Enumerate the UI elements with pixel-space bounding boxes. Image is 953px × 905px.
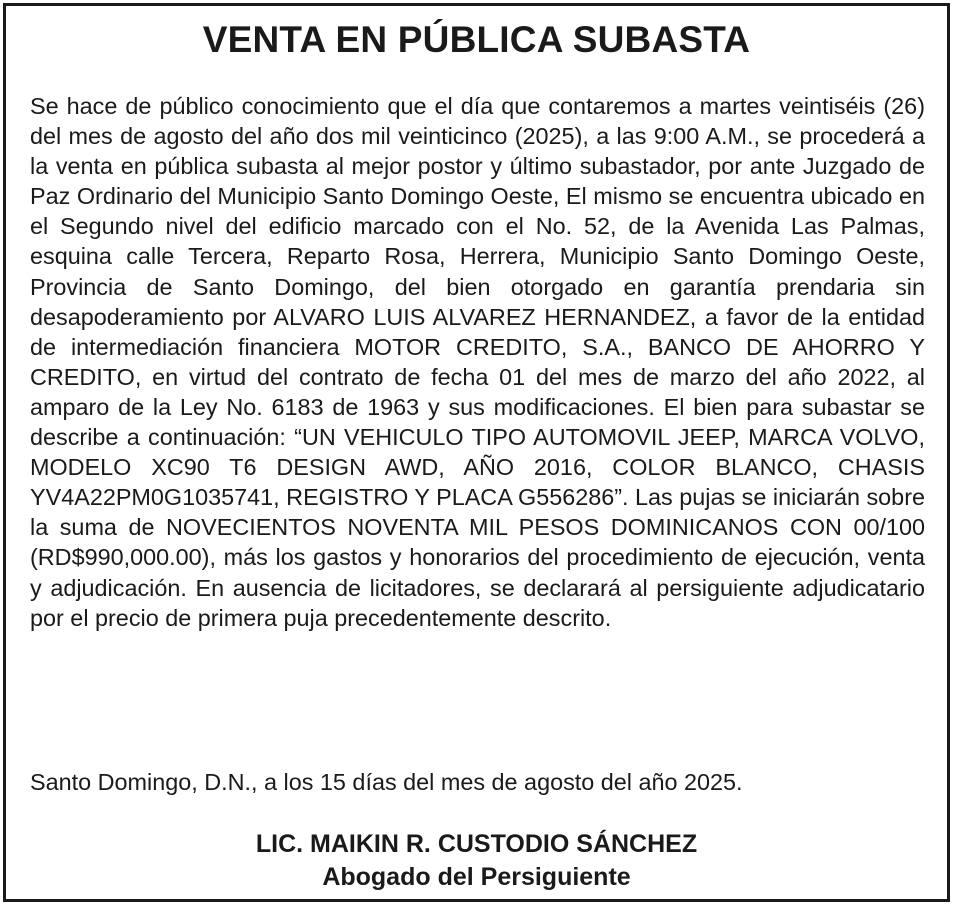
notice-date-line: Santo Domingo, D.N., a los 15 días del mes de agosto del año 2025. bbox=[30, 769, 743, 795]
signer-role: Abogado del Persiguiente bbox=[322, 863, 631, 891]
notice-body: Se hace de público conocimiento que el día que contaremos a martes veintiséis (26) del mes de agosto del año dos mil veinticinco (2025), a las 9:00 A.M., se procederá a la venta en pública subasta al mejor postor y último subastador, por ante Juzgado de Paz Ordinario del Municipio Santo Domingo Oeste, El mismo se encuentra ubicado en el Segundo nivel del edificio marcado con el No. 52, de la Avenida Las Palmas, esquina calle Tercera, Reparto Rosa, Herrera, Municipio Santo Domingo Oeste, Provincia de Santo Domingo, del bien otorgado en garantía prendaria sin desapoderamiento por ALVARO LUIS ALVAREZ HERNANDEZ, a favor de la entidad de intermediación financiera MOTOR CREDITO, S.A., BANCO DE AHORRO Y CREDITO, en virtud del contrato de fecha 01 del mes de marzo del año 2022, al amparo de la Ley No. 6183 de 1963 y sus modificaciones. El bien para subastar se describe a continuación: “UN VEHICULO TIPO AUTOMOVIL JEEP, MARCA VOLVO, MODELO XC90 T6 DESIGN AWD, AÑO 2016, COLOR BLANCO, CHASIS YV4A22PM0G1035741, REGISTRO Y PLACA G556286”. Las pujas se iniciarán sobre la suma de NOVECIENTOS NOVENTA MIL PESOS DOMINICANOS CON 00/100 (RD$990,000.00), más los gastos y honorarios del procedimiento de ejecución, venta y adjudicación. En ausencia de licitadores, se declarará al persiguiente adjudicatario por el precio de primera puja precedentemente descrito. bbox=[30, 93, 925, 631]
notice-title: VENTA EN PÚBLICA SUBASTA bbox=[202, 19, 751, 60]
notice-frame bbox=[3, 3, 950, 902]
signer-name: LIC. MAIKIN R. CUSTODIO SÁNCHEZ bbox=[255, 830, 698, 858]
